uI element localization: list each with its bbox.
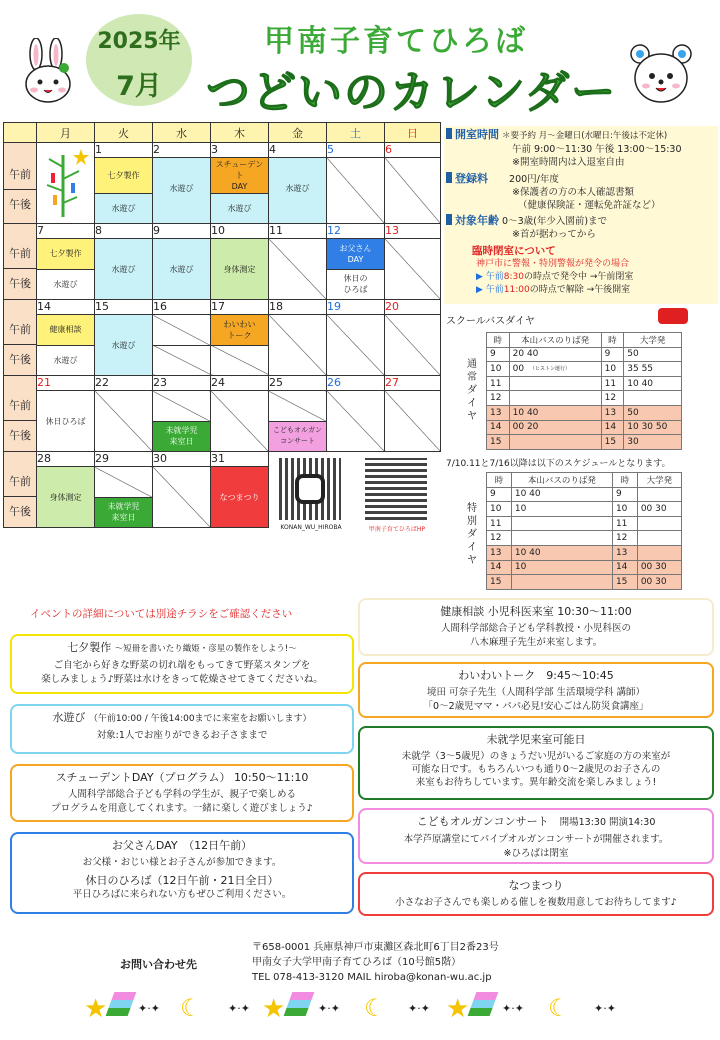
event-preschool-jul-29[interactable]: 未就学児 来室日 <box>107 502 140 523</box>
bus-row <box>487 560 682 575</box>
calendar-table <box>3 122 441 533</box>
water-sub: （午前10:00 / 午後14:00までに来室をお願いします） <box>88 714 312 724</box>
father-title: お父さんDAY （12日午前） <box>111 839 253 852</box>
weekday-mon: 月 <box>37 123 95 143</box>
bus-cell <box>624 391 682 406</box>
closed-line-1: 神戸市に警報・特別警報が発令の場合 <box>476 259 630 269</box>
bus-cell: 14 <box>612 560 637 575</box>
closed-jul-27 <box>385 391 441 452</box>
closed-jul-26 <box>327 391 385 452</box>
event-holiday-jul-21[interactable]: 休日ひろば <box>45 416 86 426</box>
header-subtitle: 甲南子育てひろば <box>264 24 528 59</box>
weekday-sat: 土 <box>327 123 385 143</box>
bus-cell: 10 <box>511 560 612 575</box>
closed-jul-5 <box>327 158 385 224</box>
bus-cell <box>637 487 681 502</box>
row-label-cell <box>4 452 37 528</box>
event-preschool-jul-23[interactable]: 未就学児 来室日 <box>165 426 198 447</box>
header-year: 2025年 <box>97 29 181 54</box>
date-jul-4: 4 <box>269 143 327 158</box>
bus-row <box>487 435 682 450</box>
event-holiday-jul-12[interactable]: 休日の ひろば <box>343 274 368 295</box>
ribbon-icon <box>284 992 315 1016</box>
bus-cell <box>511 531 612 546</box>
bus-cell: 14 <box>487 420 510 435</box>
health-title: 健康相談 小児科医来室 10:30～11:00 <box>440 605 632 618</box>
am-label: 午前 <box>4 160 36 190</box>
bus-cell: 50 <box>624 347 682 362</box>
bus-cell: 10 40 <box>624 376 682 391</box>
organ-title: こどもオルガンコンサート <box>416 815 549 828</box>
closed-jul-25-am <box>269 391 327 422</box>
bus-cell: 10 <box>511 502 612 517</box>
date-jul-21: 21 <box>37 376 95 391</box>
bus-cell <box>509 376 601 391</box>
detail-notice: イベントの詳細については別途チラシをご確認ください <box>30 608 293 620</box>
festival-title: なつまつり <box>508 879 564 892</box>
pm-label: 午後 <box>9 428 31 442</box>
qr-label-instagram: KONAN_WU_HIROBA <box>280 524 342 531</box>
event-water-jul-4[interactable]: 水遊び <box>285 183 310 193</box>
bus-cell: 12 <box>487 531 512 546</box>
bus-cell: 10 40 <box>511 545 612 560</box>
event-tanabata-jul-7[interactable]: 七夕製作 <box>49 249 82 259</box>
bus-cell: 13 <box>487 545 512 560</box>
bear-character-icon <box>626 40 696 106</box>
bus-special-label: 特別ダイヤ <box>467 503 477 566</box>
age-title: 対象年齢 <box>455 214 499 227</box>
bus-normal-table <box>486 332 682 450</box>
sparkle-icon: ✦·✦ <box>408 1002 430 1015</box>
bus-row <box>487 362 682 377</box>
bus-cell: 14 <box>601 420 624 435</box>
instagram-icon <box>295 474 325 504</box>
bus-col-motoyama: 本山バスのりば発 <box>511 473 612 488</box>
closed-arrow: ▶ 午前 <box>476 272 504 282</box>
bus-col-motoyama: 本山バスのりば発 <box>509 333 601 348</box>
bus-cell: 11 <box>612 516 637 531</box>
bus-cell: 11 <box>601 376 624 391</box>
bamboo-star-icon <box>41 147 91 217</box>
bus-cell: 10 <box>487 362 510 377</box>
hours-line-1: ＊要予約 月～金曜日(水曜日:午後は不定休) <box>502 131 668 141</box>
bus-special-table <box>486 472 682 590</box>
hours-line-3: ※開室時間内は入退室自由 <box>512 157 625 168</box>
bus-cell: 10 <box>487 502 512 517</box>
closed-jul-13 <box>385 239 441 300</box>
father-body: お父様・おじい様とお子さんが参加できます。 <box>82 857 282 868</box>
bus-title: スクールバスダイヤ <box>446 316 535 327</box>
closed-jul-19 <box>327 315 385 376</box>
event-water-jul-1[interactable]: 水遊び <box>111 204 136 213</box>
event-tanabata-jul-1[interactable]: 七夕製作 <box>107 171 140 180</box>
pm-label: 午後 <box>9 504 31 518</box>
date-jul-8: 8 <box>95 224 153 239</box>
event-organ-jul-25[interactable]: こどもオルガン コンサート <box>273 426 322 446</box>
bus-row <box>487 376 682 391</box>
bus-cell: 9 <box>487 487 512 502</box>
bus-col-hour: 時 <box>487 473 512 488</box>
date-jul-5: 5 <box>327 143 385 158</box>
event-water-jul-8[interactable]: 水遊び <box>111 264 136 274</box>
box-student-day <box>10 764 354 822</box>
sparkle-icon: ✦·✦ <box>138 1002 160 1015</box>
health-body: 人間科学部総合子ども学科教授・小児科医の 八木麻理子先生が来室します。 <box>440 623 631 648</box>
event-talk-jul-17[interactable]: わいわい トーク <box>223 319 256 340</box>
bus-cell <box>509 435 601 450</box>
tanabata-sub: ～短冊を書いたり織姫・彦星の製作をしよう!～ <box>114 644 297 654</box>
date-jul-27: 27 <box>385 376 441 391</box>
box-tanabata <box>10 634 354 694</box>
hours-line-2: 午前 9:00～11:30 午後 13:00～15:30 <box>512 144 682 155</box>
holiday-title: 休日のひろば（12日午前・21日全日） <box>85 874 279 887</box>
date-jul-3: 3 <box>211 143 269 158</box>
contact-block <box>252 940 499 985</box>
bus-row <box>487 531 682 546</box>
row-label-cell <box>4 300 37 376</box>
bus-col-hour: 時 <box>601 333 624 348</box>
closed-jul-6 <box>385 158 441 224</box>
bus-row <box>487 347 682 362</box>
event-water-jul-3[interactable]: 水遊び <box>227 204 252 213</box>
bus-cell <box>637 516 681 531</box>
bus-cell: 00 30 <box>637 560 681 575</box>
bus-cell <box>511 575 612 590</box>
am-label: 午前 <box>4 467 36 497</box>
bus-cell: 00 <box>509 362 601 377</box>
am-label: 午前 <box>4 315 36 345</box>
student-title: スチューデントDAY（プログラム） 10:50～11:10 <box>55 771 309 784</box>
event-measure-jul-10[interactable]: 身体測定 <box>223 264 256 274</box>
water-body: 対象:1人でお座りができるお子さままで <box>96 730 268 741</box>
star-icon: ★ <box>446 994 470 1024</box>
date-jul-23: 23 <box>153 376 211 391</box>
water-title: 水遊び <box>52 711 86 724</box>
date-jul-25: 25 <box>269 376 327 391</box>
bus-row <box>487 516 682 531</box>
bus-cell: 30 <box>624 435 682 450</box>
date-jul-9: 9 <box>153 224 211 239</box>
closed-jul-20 <box>385 315 441 376</box>
event-student-day-jul-3[interactable]: スチューデント DAY <box>215 160 264 191</box>
closed-jul-22 <box>95 391 153 452</box>
qr-label-hp: 甲南子育てひろばHP <box>368 526 426 533</box>
date-jul-14: 14 <box>37 300 95 315</box>
bus-cell: 00 30 <box>637 502 681 517</box>
closed-jul-16-am <box>153 315 211 346</box>
ribbon-icon <box>106 992 137 1016</box>
fee-title: 登録料 <box>455 172 488 185</box>
date-jul-17: 17 <box>211 300 269 315</box>
weekday-tue: 火 <box>95 123 153 143</box>
bus-cell: 11 <box>487 516 512 531</box>
bus-cell: 00 20 <box>509 420 601 435</box>
bus-row <box>487 502 682 517</box>
closed-jul-23-am <box>153 391 211 422</box>
bus-cell: 9 <box>487 347 510 362</box>
row-label-cell <box>4 376 37 452</box>
festival-body: 小さなお子さんでも楽しめる催しを複数用意してお待ちしてます♪ <box>395 897 677 908</box>
pm-label: 午後 <box>9 198 31 211</box>
bus-cell: 9 <box>612 487 637 502</box>
star-icon: ★ <box>84 994 108 1024</box>
box-talk <box>358 662 714 718</box>
talk-body: 境田 可奈子先生（人間科学部 生活環境学科 講師） 「0～2歳児ママ・パパ必見!安心ごはん防災食講座」 <box>423 687 649 712</box>
event-water-jul-14[interactable]: 水遊び <box>53 355 78 365</box>
header-month: 7月 <box>116 71 162 102</box>
bus-special-note: 7/10.11と7/16以降は以下のスケジュールとなります。 <box>446 459 671 469</box>
box-water <box>10 704 354 754</box>
row-label-cell <box>4 224 37 300</box>
contact-label: お問い合わせ先 <box>120 958 197 971</box>
bus-cell: 20 40 <box>509 347 601 362</box>
organ-time: 開場13:30 開演14:30 <box>559 817 656 828</box>
date-jul-1: 1 <box>95 143 153 158</box>
box-health <box>358 598 714 656</box>
moon-icon: ☾ <box>180 994 202 1022</box>
bus-col-hour: 時 <box>612 473 637 488</box>
preschool-body: 未就学（3～5歳児）のきょうだい児がいるご家庭の方の来室が 可能な日です。もちろんいつも通り0～2歳児のお子さんの 来室もお待ちしています。異年齢交流を楽しみましょう! <box>401 751 671 788</box>
date-jul-13: 13 <box>385 224 441 239</box>
bus-cell: 11 <box>487 376 510 391</box>
sparkle-icon: ✦·✦ <box>228 1002 250 1015</box>
bus-cell: 14 <box>487 560 512 575</box>
bus-cell: 10 <box>601 362 624 377</box>
qr-area <box>269 452 441 533</box>
bus-cell: 50 <box>624 405 682 420</box>
date-jul-7: 7 <box>37 224 95 239</box>
bus-cell: 35 55 <box>624 362 682 377</box>
pm-label: 午後 <box>9 276 31 290</box>
pm-label: 午後 <box>9 352 31 366</box>
bus-cell: 10 30 50 <box>624 420 682 435</box>
date-jul-22: 22 <box>95 376 153 391</box>
box-organ <box>358 808 714 864</box>
bus-cell: 12 <box>601 391 624 406</box>
date-jul-10: 10 <box>211 224 269 239</box>
weekday-thu: 木 <box>211 123 269 143</box>
date-jul-2: 2 <box>153 143 211 158</box>
closed-time-1: 8:30 <box>503 272 525 282</box>
tanabata-body: ご自宅から好きな野菜の切れ端をもってきて野菜スタンプを 楽しみましょう♪野菜は水けをきって乾燥させてきてくださいね。 <box>41 660 323 685</box>
bus-cell: 00 30 <box>637 575 681 590</box>
closed-line-3: の時点で解除 →午後開室 <box>529 285 631 295</box>
bus-cell <box>511 516 612 531</box>
bus-col-hour: 時 <box>487 333 510 348</box>
sparkle-icon: ✦·✦ <box>318 1002 340 1015</box>
event-water-jul-2[interactable]: 水遊び <box>169 183 194 193</box>
sparkle-icon: ✦·✦ <box>502 1002 524 1015</box>
moon-icon: ☾ <box>364 994 386 1022</box>
bus-row <box>487 545 682 560</box>
bus-row <box>487 420 682 435</box>
bus-col-university: 大学発 <box>637 473 681 488</box>
date-jul-28: 28 <box>37 452 95 467</box>
closed-arrow: ▶ 午前 <box>476 285 504 295</box>
closed-jul-29-am <box>95 467 153 498</box>
closed-line-2: の時点で発令中 →午前閉室 <box>524 272 634 282</box>
date-jul-6: 6 <box>385 143 441 158</box>
date-jul-30: 30 <box>153 452 211 467</box>
bus-cell <box>637 531 681 546</box>
closed-jul-18 <box>269 315 327 376</box>
header-title: つどいのカレンダー <box>206 67 618 118</box>
bus-row <box>487 391 682 406</box>
date-jul-12: 12 <box>327 224 385 239</box>
bus-cell: 13 <box>487 405 510 420</box>
hours-title: 開室時間 <box>455 128 499 141</box>
bus-note-inline: （ヒストン運行） <box>530 366 571 372</box>
moon-icon: ☾ <box>548 994 570 1022</box>
event-water-jul-15[interactable]: 水遊び <box>111 340 136 350</box>
date-jul-29: 29 <box>95 452 153 467</box>
fee-line-3: （健康保険証・運転免許証など） <box>518 200 661 211</box>
weekday-fri: 金 <box>269 123 327 143</box>
event-health-jul-14[interactable]: 健康相談 <box>49 325 82 335</box>
date-jul-31: 31 <box>211 452 269 467</box>
bus-row <box>487 405 682 420</box>
date-jul-24: 24 <box>211 376 269 391</box>
weekday-wed: 水 <box>153 123 211 143</box>
info-panel <box>444 126 718 304</box>
student-body: 人間科学部総合子ども学科の学生が、親子で楽しめる プログラムを用意してくれます。一緒に楽しく遊びましょう♪ <box>51 789 313 814</box>
date-jul-20: 20 <box>385 300 441 315</box>
age-line-2: ※首が据わってから <box>512 229 596 240</box>
bus-cell: 13 <box>601 405 624 420</box>
age-line-1: 0～3歳(年少入園前)まで <box>502 216 608 227</box>
bus-cell: 12 <box>612 531 637 546</box>
event-father-day-jul-12[interactable]: お父さん DAY <box>339 243 372 264</box>
closed-jul-30 <box>153 467 211 528</box>
tanabata-decoration <box>37 143 95 224</box>
closed-time-2: 11:00 <box>503 285 530 295</box>
ribbon-icon <box>468 992 499 1016</box>
closed-jul-11 <box>269 239 327 300</box>
box-father-day <box>10 832 354 914</box>
closed-title: 臨時閉室について <box>472 245 556 257</box>
bus-cell: 10 40 <box>511 487 612 502</box>
bus-cell: 15 <box>487 435 510 450</box>
bus-cell: 10 <box>612 502 637 517</box>
row-label-cell <box>4 143 37 224</box>
star-icon: ★ <box>262 994 286 1024</box>
date-jul-26: 26 <box>327 376 385 391</box>
date-jul-11: 11 <box>269 224 327 239</box>
bus-cell: 12 <box>487 391 510 406</box>
bus-cell <box>637 545 681 560</box>
bus-cell: 15 <box>612 575 637 590</box>
bus-row <box>487 575 682 590</box>
closed-jul-17-pm <box>211 345 269 376</box>
fee-line-2: ※保護者の方の本人確認書類 <box>512 187 634 198</box>
bus-col-university: 大学発 <box>624 333 682 348</box>
qr-code-icon[interactable] <box>365 458 427 520</box>
bus-icon <box>658 308 688 324</box>
event-water-jul-9[interactable]: 水遊び <box>169 264 194 274</box>
am-label: 午前 <box>4 391 36 421</box>
date-jul-19: 19 <box>327 300 385 315</box>
tanabata-title: 七夕製作 <box>67 641 112 654</box>
bus-normal-label: 通常ダイヤ <box>467 359 477 422</box>
box-preschool <box>358 726 714 800</box>
closed-jul-24 <box>211 391 269 452</box>
holiday-body: 平日ひろばに来られない方もぜひご利用ください。 <box>72 889 292 900</box>
bus-row <box>487 487 682 502</box>
event-festival-jul-31[interactable]: なつまつり <box>219 492 260 502</box>
sparkle-icon: ✦·✦ <box>594 1002 616 1015</box>
date-jul-18: 18 <box>269 300 327 315</box>
contact-tel-mail[interactable]: TEL 078-413-3120 MAIL hiroba@konan-wu.ac.jp <box>252 972 492 983</box>
contact-address: 〒658-0001 兵庫県神戸市東灘区森北町6丁目2番23号 <box>252 942 499 953</box>
bus-cell: 13 <box>612 545 637 560</box>
am-label: 午前 <box>4 239 36 269</box>
bus-cell: 9 <box>601 347 624 362</box>
weekday-sun: 日 <box>385 123 441 143</box>
corner-cell <box>4 123 37 143</box>
talk-title: わいわいトーク 9:45～10:45 <box>458 669 614 682</box>
bus-cell: 15 <box>487 575 512 590</box>
bus-cell: 15 <box>601 435 624 450</box>
bus-cell: 10 40 <box>509 405 601 420</box>
box-festival <box>358 872 714 916</box>
date-jul-16: 16 <box>153 300 211 315</box>
contact-org: 甲南女子大学甲南子育てひろば（10号館5階） <box>252 957 462 968</box>
date-jul-15: 15 <box>95 300 153 315</box>
fee-line-1: 200円/年度 <box>509 174 559 185</box>
closed-jul-16-pm <box>153 345 211 376</box>
rabbit-character-icon <box>16 38 80 104</box>
organ-body: 本学芦原講堂にてパイプオルガンコンサートが開催されます。 ※ひろばは閉室 <box>403 834 669 859</box>
preschool-title: 未就学児来室可能日 <box>486 733 586 746</box>
event-measure-jul-28[interactable]: 身体測定 <box>49 492 82 502</box>
bus-cell <box>509 391 601 406</box>
event-water-jul-7[interactable]: 水遊び <box>53 279 78 289</box>
